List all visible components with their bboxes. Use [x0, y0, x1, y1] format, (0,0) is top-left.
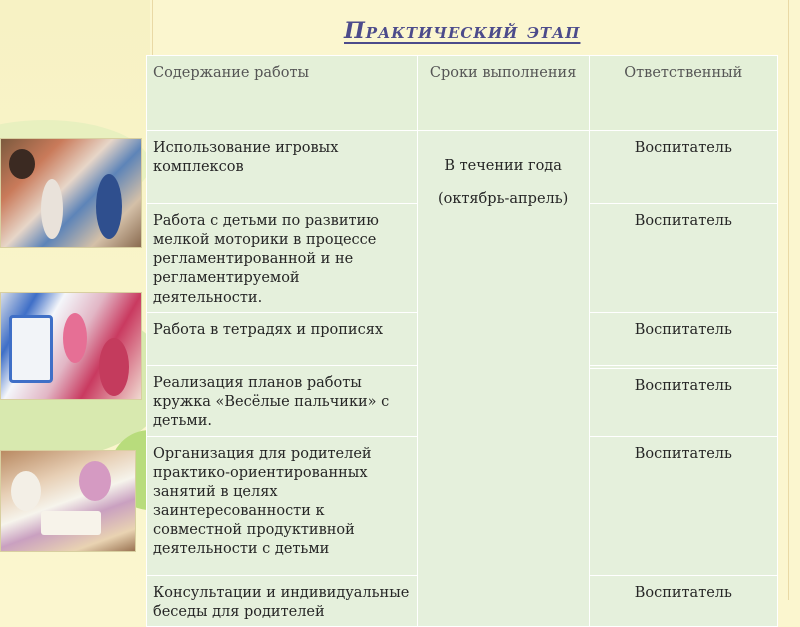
row-content: Работа с детьми по развитию мелкой моторики в процессе регламентированной и не регламентируемой деятельности. [147, 204, 418, 313]
row-responsible: Воспитатель [589, 575, 777, 626]
row-content: Работа в тетрадях и прописях [147, 312, 418, 365]
row-responsible: Воспитатель [589, 204, 777, 313]
row-content: Организация для родителей практико-ориентированных занятий в целях заинтересованности к совместной продуктивной деятельности с детьми [147, 436, 418, 575]
photo-children-drawing [0, 450, 136, 552]
row-content: Использование игровых комплексов [147, 131, 418, 204]
row-responsible: Воспитатель [589, 131, 777, 204]
row-content: Консультации и индивидуальные беседы для родителей [147, 575, 418, 626]
table-row [147, 131, 778, 204]
page-title: Практический этап [344, 18, 581, 44]
photo-children-playing [0, 138, 142, 248]
row-responsible: Воспитатель [589, 312, 777, 365]
period-months: (октябрь-апрель) [437, 191, 569, 208]
table-header-row [147, 56, 778, 131]
row-responsible: Воспитатель [589, 436, 777, 575]
row-content: Реализация планов работы кружка «Весёлые пальчики» с детьми. [147, 365, 418, 436]
header-responsible: Ответственный [589, 56, 777, 131]
row-responsible: Воспитатель [589, 369, 777, 436]
period-text: В течении года [444, 158, 562, 174]
header-period: Сроки выполнения [417, 56, 589, 131]
header-content: Содержание работы [147, 56, 418, 131]
plan-table [146, 55, 778, 627]
decor-line [788, 0, 789, 600]
photo-children-board [0, 292, 142, 400]
period-cell [417, 131, 589, 627]
